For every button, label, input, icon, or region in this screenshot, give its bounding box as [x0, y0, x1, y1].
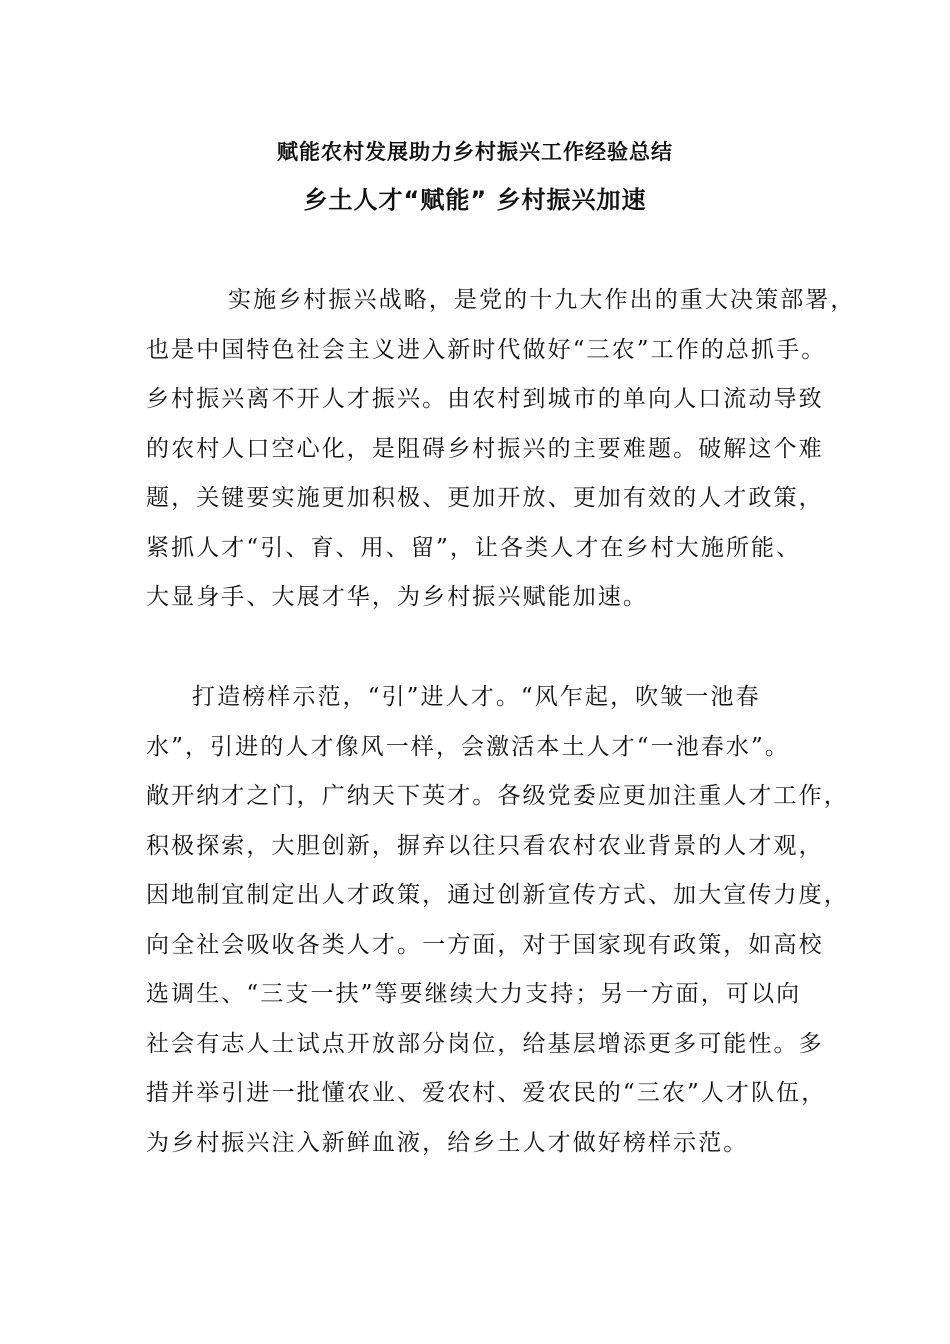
paragraph-line: 也是中国特色社会主义进入新时代做好“三农”工作的总抓手。 — [146, 336, 827, 363]
paragraph-line: 实施乡村振兴战略，是党的十九大作出的重大决策部署， — [228, 287, 856, 313]
paragraph-line: 积极探索，大胆创新，摒弃以往只看农村农业背景的人才观， — [146, 832, 824, 859]
paragraph-line: 打造榜样示范，“引”进人才。“风乍起，吹皱一池春 — [192, 684, 761, 710]
document-subtitle: 乡土人才“赋能” 乡村振兴加速 — [303, 186, 647, 214]
paragraph-line: 大显身手、大展才华，为乡村振兴赋能加速。 — [146, 584, 648, 610]
paragraph-1 — [146, 276, 856, 623]
paragraph-line: 水”，引进的人才像风一样，会激活本土人才“一池春水”。 — [146, 733, 790, 760]
paragraph-line: 选调生、“三支一扶”等要继续大力支持；另一方面，可以向 — [146, 981, 802, 1007]
paragraph-line: 乡村振兴离不开人才振兴。由农村到城市的单向人口流动导致 — [146, 386, 824, 412]
document-title: 赋能农村发展助力乡村振兴工作经验总结 — [277, 139, 673, 164]
paragraph-line: 的农村人口空心化，是阻碍乡村振兴的主要难题。破解这个难 — [146, 435, 824, 462]
paragraph-line: 题，关键要实施更加积极、更加开放、更加有效的人才政策， — [146, 485, 824, 511]
paragraph-line: 措并举引进一批懂农业、爱农村、爱农民的“三农”人才队伍， — [146, 1080, 827, 1106]
paragraph-line: 社会有志人士试点开放部分岗位，给基层增添更多可能性。多 — [146, 1030, 824, 1057]
paragraph-line: 紧抓人才“引、育、用、留”，让各类人才在乡村大施所能、 — [146, 534, 802, 561]
paragraph-line: 敞开纳才之门，广纳天下英才。各级党委应更加注重人才工作， — [146, 783, 849, 809]
paragraph-line: 因地制宜制定出人才政策，通过创新宣传方式、加大宣传力度， — [146, 882, 849, 908]
paragraph-line: 为乡村振兴注入新鲜血液，给乡土人才做好榜样示范。 — [146, 1129, 749, 1156]
paragraph-line: 向全社会吸收各类人才。一方面，对于国家现有政策，如高校 — [146, 931, 824, 958]
paragraph-2 — [146, 673, 849, 1168]
